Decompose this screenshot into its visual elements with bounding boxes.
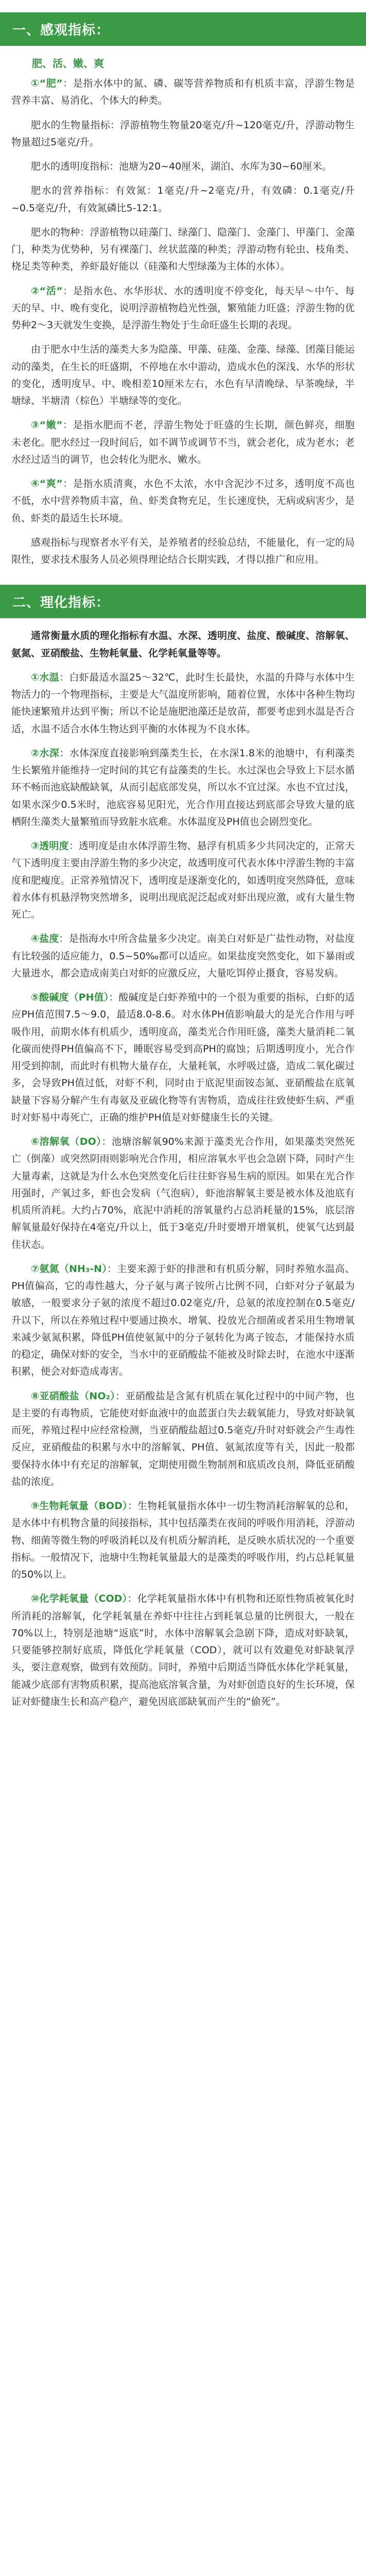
section-1-lead: ②“活” bbox=[31, 285, 63, 297]
section-2-lead: ⑦氨氮（NH₃-N） bbox=[31, 1263, 107, 1275]
section-1-paragraph bbox=[11, 182, 355, 217]
section-1-paragraph bbox=[11, 476, 355, 527]
section-2-paragraph bbox=[11, 669, 355, 738]
section-1-content bbox=[0, 55, 366, 568]
section-1-text: 感观指标与现察者水平有关，是养殖者的经验总结，不能量化，有一定的局限性，要求技术服务人员必须得理论结合长期实践，才得以推广和应用。 bbox=[11, 536, 355, 565]
section-2-text: ：酸碱度是白虾养殖中的一个很为重要的指标，白虾的适应PH值范围7.5～9.0，最适8.0-8.6。对水体PH值影响最大的是光合作用与呼吸作用，前期水体有机质少，透明度高，藻类光合作用旺盛，藻类大量消耗二氧化碳而使得PH值偏高不下，睡眠容易受到高PH的腐蚀；后期透明度小，光合作用受到抑制，而此时有机物大量存在，大量耗氧，水呼吸过盛，造成二氧化碳过多，会导致PH值过低，对虾不利，同时由于底泥里面铵态氮、亚硝酸盐在底氧缺量下容易分解产生有毒氨及亚硫化物等有害物质，造成往往致使虾生病、严重时对虾易中毒死亡，正确的维护PH值是对虾健康生长的关键。 bbox=[11, 992, 355, 1123]
section-1-text: ：是指水色、水华形状、水的透明度不停变化，每天早～中午、每天的早、中、晚有变化，说明浮游植物趋光性强，繁殖能力旺盛；浮游生物的优势种2～3天就发生变换，是浮游生物处于生命旺盛生长期的表现。 bbox=[11, 285, 355, 331]
section-1-paragraph bbox=[11, 341, 355, 410]
section-2-paragraph bbox=[11, 1388, 355, 1491]
section-2-lead: ④盐度 bbox=[31, 933, 59, 945]
section-1-subtitle: 肥、活、嫩、爽 bbox=[32, 57, 104, 70]
section-1-paragraph bbox=[11, 117, 355, 151]
section-2-lead: ⑩化学耗氧量（COD） bbox=[31, 1593, 128, 1605]
section-1-paragraph bbox=[11, 224, 355, 276]
section-1-paragraph bbox=[11, 534, 355, 569]
section-1-paragraph bbox=[11, 417, 355, 468]
section-2-paragraph bbox=[11, 989, 355, 1126]
section-2-text: ：亚硝酸盐是含氮有机质在氧化过程中的中间产物，也是主要的有毒物质，它能使对虾血液中的血蓝蛋白失去载氧能力，导致对虾缺氧而死，养殖过程中应经常检测，当亚硝酸盐超过0.5毫克/升时对虾就会产生毒性反应，亚硝酸盐的积累与水中的溶解氧、PH值、氨氮浓度等有关，因此一般都要保持水体中有充足的溶解氧，定期使用微生物制剂和底质改良剂，降低亚硝酸盐的浓度。 bbox=[11, 1390, 355, 1487]
section-2-header: 二、理化指标： bbox=[0, 585, 366, 618]
section-2-lead: ⑥溶解氧（DO） bbox=[31, 1136, 102, 1147]
section-2-text: ：化学耗氧量指水体中有机物和还原性物质被氧化时所消耗的溶解氧，化学耗氧量在养虾中往往占到耗氧总量的比例很大，一般在70%以上，特别是池塘“返底”时，水体中溶解氧会急剧下降，造成对虾缺氧，只要能够控制好底质，降低化学耗氧量（COD），就可以有效避免对虾缺氧浮头，要注意观察，做到有效预防。同时，养殖中后期适当降低水体化学耗氧量，能减少底部有害物质积累，提高池底溶氧含量，为对虾创造良好的生长环境，保证对虾健康生长和高产稳产，避免因底部缺氧而产生的“偷死”。 bbox=[11, 1593, 355, 1707]
section-1-paragraphs bbox=[11, 75, 355, 568]
section-1-text: 肥水的生物量指标：浮游植物生物量20毫克/升~120毫克/升，浮游动物生物量超过5毫克/升。 bbox=[11, 119, 355, 148]
section-2-paragraph bbox=[11, 838, 355, 923]
section-2-text: ：是指海水中所含盐量多少决定。南美白对虾是广盐性动物，对盐度有比较强的适应能力，0.5~50‰都可以适应。如果盐度突然变化，如下暴雨或大量进水，都会造成南美白对虾的应激反应，大量吃饵停止摄食，容易发病。 bbox=[11, 933, 355, 979]
section-1-text: ：是指水体中的氮、磷、碳等营养物质和有机质丰富，浮游生物是营养丰富、易消化、个体大的种类。 bbox=[11, 78, 355, 107]
section-2-paragraph bbox=[11, 1498, 355, 1583]
section-2-lead: ②水深 bbox=[31, 747, 60, 759]
section-2-text: ：池塘溶解氧90%来源于藻类光合作用，如果藻类突然死亡（倒藻）或突然阴雨则影响光合作用，相应溶氧水平也会急剧下降，同时产生大量毒素，这就是为什么水色突然变化后往往虾容易生病的原因。如果在光合作用强时，产氧过多，虾也会发病（气泡病），虾池溶解氧主要是被水体及池底有机质所消耗。大约占70%，底泥中消耗的溶氧量约占总消耗量的15%，底层溶解氧量最好保持在4毫克/升以上，低于3毫克/升时要增开增氧机，使氧气达到最佳状态。 bbox=[11, 1136, 355, 1250]
section-1-text: 肥水的透明度指标：池塘为20~40厘米，湖泊、水库为30~60厘米。 bbox=[31, 161, 332, 172]
section-1-lead: ③“嫩” bbox=[31, 419, 63, 431]
section-2-text: ：白虾最适水温25～32℃，此时生长最快，水温的升降与水体中生物活力的一个物理指标，主要是大气温度所影响，随着位置，水体中各种生物均能快速繁殖并达到平衡；所以不论是施肥池藻还是放苗，都要考虑到水温是否合适，水温不适合水体生物达到平衡的水体视为不良水体。 bbox=[11, 671, 355, 735]
section-1-paragraph bbox=[11, 158, 355, 175]
section-2-paragraph bbox=[11, 1261, 355, 1381]
section-2-paragraph bbox=[11, 930, 355, 982]
section-1-lead: ④“爽” bbox=[31, 478, 63, 489]
section-2-lead: ①水温 bbox=[31, 671, 60, 683]
section-1-text: 肥水的营养指标：有效氮：1毫克/升~2毫克/升，有效磷：0.1毫克/升~0.5毫克/升，有效氮磷比5-12:1。 bbox=[11, 185, 355, 214]
section-2-intro: 通常衡量水质的理化指标有水温、水深、透明度、盐度、酸碱度、溶解氧、氨氮、亚硝酸盐、生物耗氧量、化学耗氧量等等。 bbox=[11, 630, 355, 659]
section-2-text: ：生物耗氧量指水体中一切生物消耗溶解氧的总和，是水体中有机物含量的间接指标，其中包括藻类在夜间的呼吸作用消耗，浮游动物、细菌等微生物的呼吸消耗以及有机质分解消耗，是反映水质状况的一个重要指标。一般情况下，池塘中生物耗氧量最大的是藻类的呼吸作用，约占总耗氧量的50%以上。 bbox=[11, 1500, 355, 1580]
section-1-text: ：是指水肥而不老，浮游生物处于旺盛的生长期，颜色鲜亮，细胞未老化。肥水经过一段时间后，如不调节或调节不当，就会老化，成为老水；老水经过适当的调节，也会转化为肥水、嫩水。 bbox=[11, 419, 355, 465]
section-2-items bbox=[11, 669, 355, 1710]
section-2-paragraph bbox=[11, 745, 355, 831]
section-1-lead: ①“肥” bbox=[31, 78, 63, 89]
section-1-header: 一、感观指标： bbox=[0, 12, 366, 46]
section-2-paragraph bbox=[11, 1133, 355, 1253]
section-2-lead: ⑤酸碱度（PH值） bbox=[31, 992, 109, 1003]
section-2-text: ：透明度是由水体浮游生物、悬浮有机质多少共同决定的，正常天气下透明度主要由浮游生物的多少决定，故透明度可代表水体中浮游生物的丰富度和肥瘦度。正常养殖情况下，透明度是逐渐变化的，如透明度突然降低，意味着水体有机悬浮物突然增多，说明出现底泥泛起或对虾出现应激，或有大量生物死亡。 bbox=[11, 840, 355, 920]
section-2-lead: ③透明度 bbox=[31, 840, 69, 852]
section-1-paragraph bbox=[11, 283, 355, 334]
section-1-paragraph bbox=[11, 75, 355, 110]
section-1-text: 肥水的物种：浮游植物以硅藻门、绿藻门、隐藻门、金藻门、甲藻门、金藻门，种类为优势种，另有裸藻门、丝状蓝藻的种类；浮游动物有轮虫、枝角类、桡足类等种类，养虾最好能以（硅藻和大型绿藻为主体的水体）。 bbox=[11, 226, 355, 273]
section-2-paragraph bbox=[11, 1590, 355, 1710]
section-1-text: 由于肥水中生活的藻类大多为隐藻、甲藻、硅藻、金藻、绿藻、团藻目能运动的藻类，在生长的旺盛期，不停地在水中游动，造成水色的深浅、水华的形状的变化，透明度早、中、晚相差10厘米左右，水色有早清晚绿、早茶晚绿，半塘绿、半塘清（棕色）半塘绿等的变化。 bbox=[11, 344, 355, 406]
section-2-text: ：水体深度直接影响到藻类生长，在水深1.8米的池塘中，有利藻类生长繁殖并能维持一定时间的其它有益藻类的生长。水过深也会导致上下层水循环不畅而池底缺酸缺氧，从而引起底部发臭，所以水不宜过深。水也不宜过浅，如果水深少0.5米时，池底容易见阳光，光合作用直接达到底部会导致大量的底栖附生藻类大量繁殖而导致脏水底难。水体温度及PH值也会剧烈变化。 bbox=[11, 747, 355, 827]
section-1-text: ：是指水质清爽，水色不太浓，水中含泥沙不过多，透明度不高也不低，水中营养物质丰富，鱼、虾类食物充足，生长速度快，无病或病害少，是鱼、虾类的最适生长环境。 bbox=[11, 478, 355, 524]
section-2-lead: ⑨生物耗氧量（BOD） bbox=[31, 1500, 128, 1512]
section-2-content bbox=[0, 628, 366, 1710]
section-2-lead: ⑧亚硝酸盐（NO₂） bbox=[31, 1390, 116, 1402]
section-2-text: ：主要来源于虾的排泄和有机质分解，同时养殖水温高、PH值偏高，它的毒性越大，分子氨与离子铵所占比例不同，白虾对分子氨最为敏感，一般要求分子氨的浓度不超过0.02毫克/升，总氨的浓度控制在0.5毫克/升以下，所以在养殖过程中要通过换水、增氧、投放光合细菌或者采用生物增氧来减少氨氮积累，降低PH值使氨氮中的分子氨转化为离子铵态，才能保持水质的稳定，确保对虾的安全，当水中的亚硝酸盐不能被及时除去时，在池水中逐渐积累，便会对虾造成毒害。 bbox=[11, 1263, 355, 1378]
